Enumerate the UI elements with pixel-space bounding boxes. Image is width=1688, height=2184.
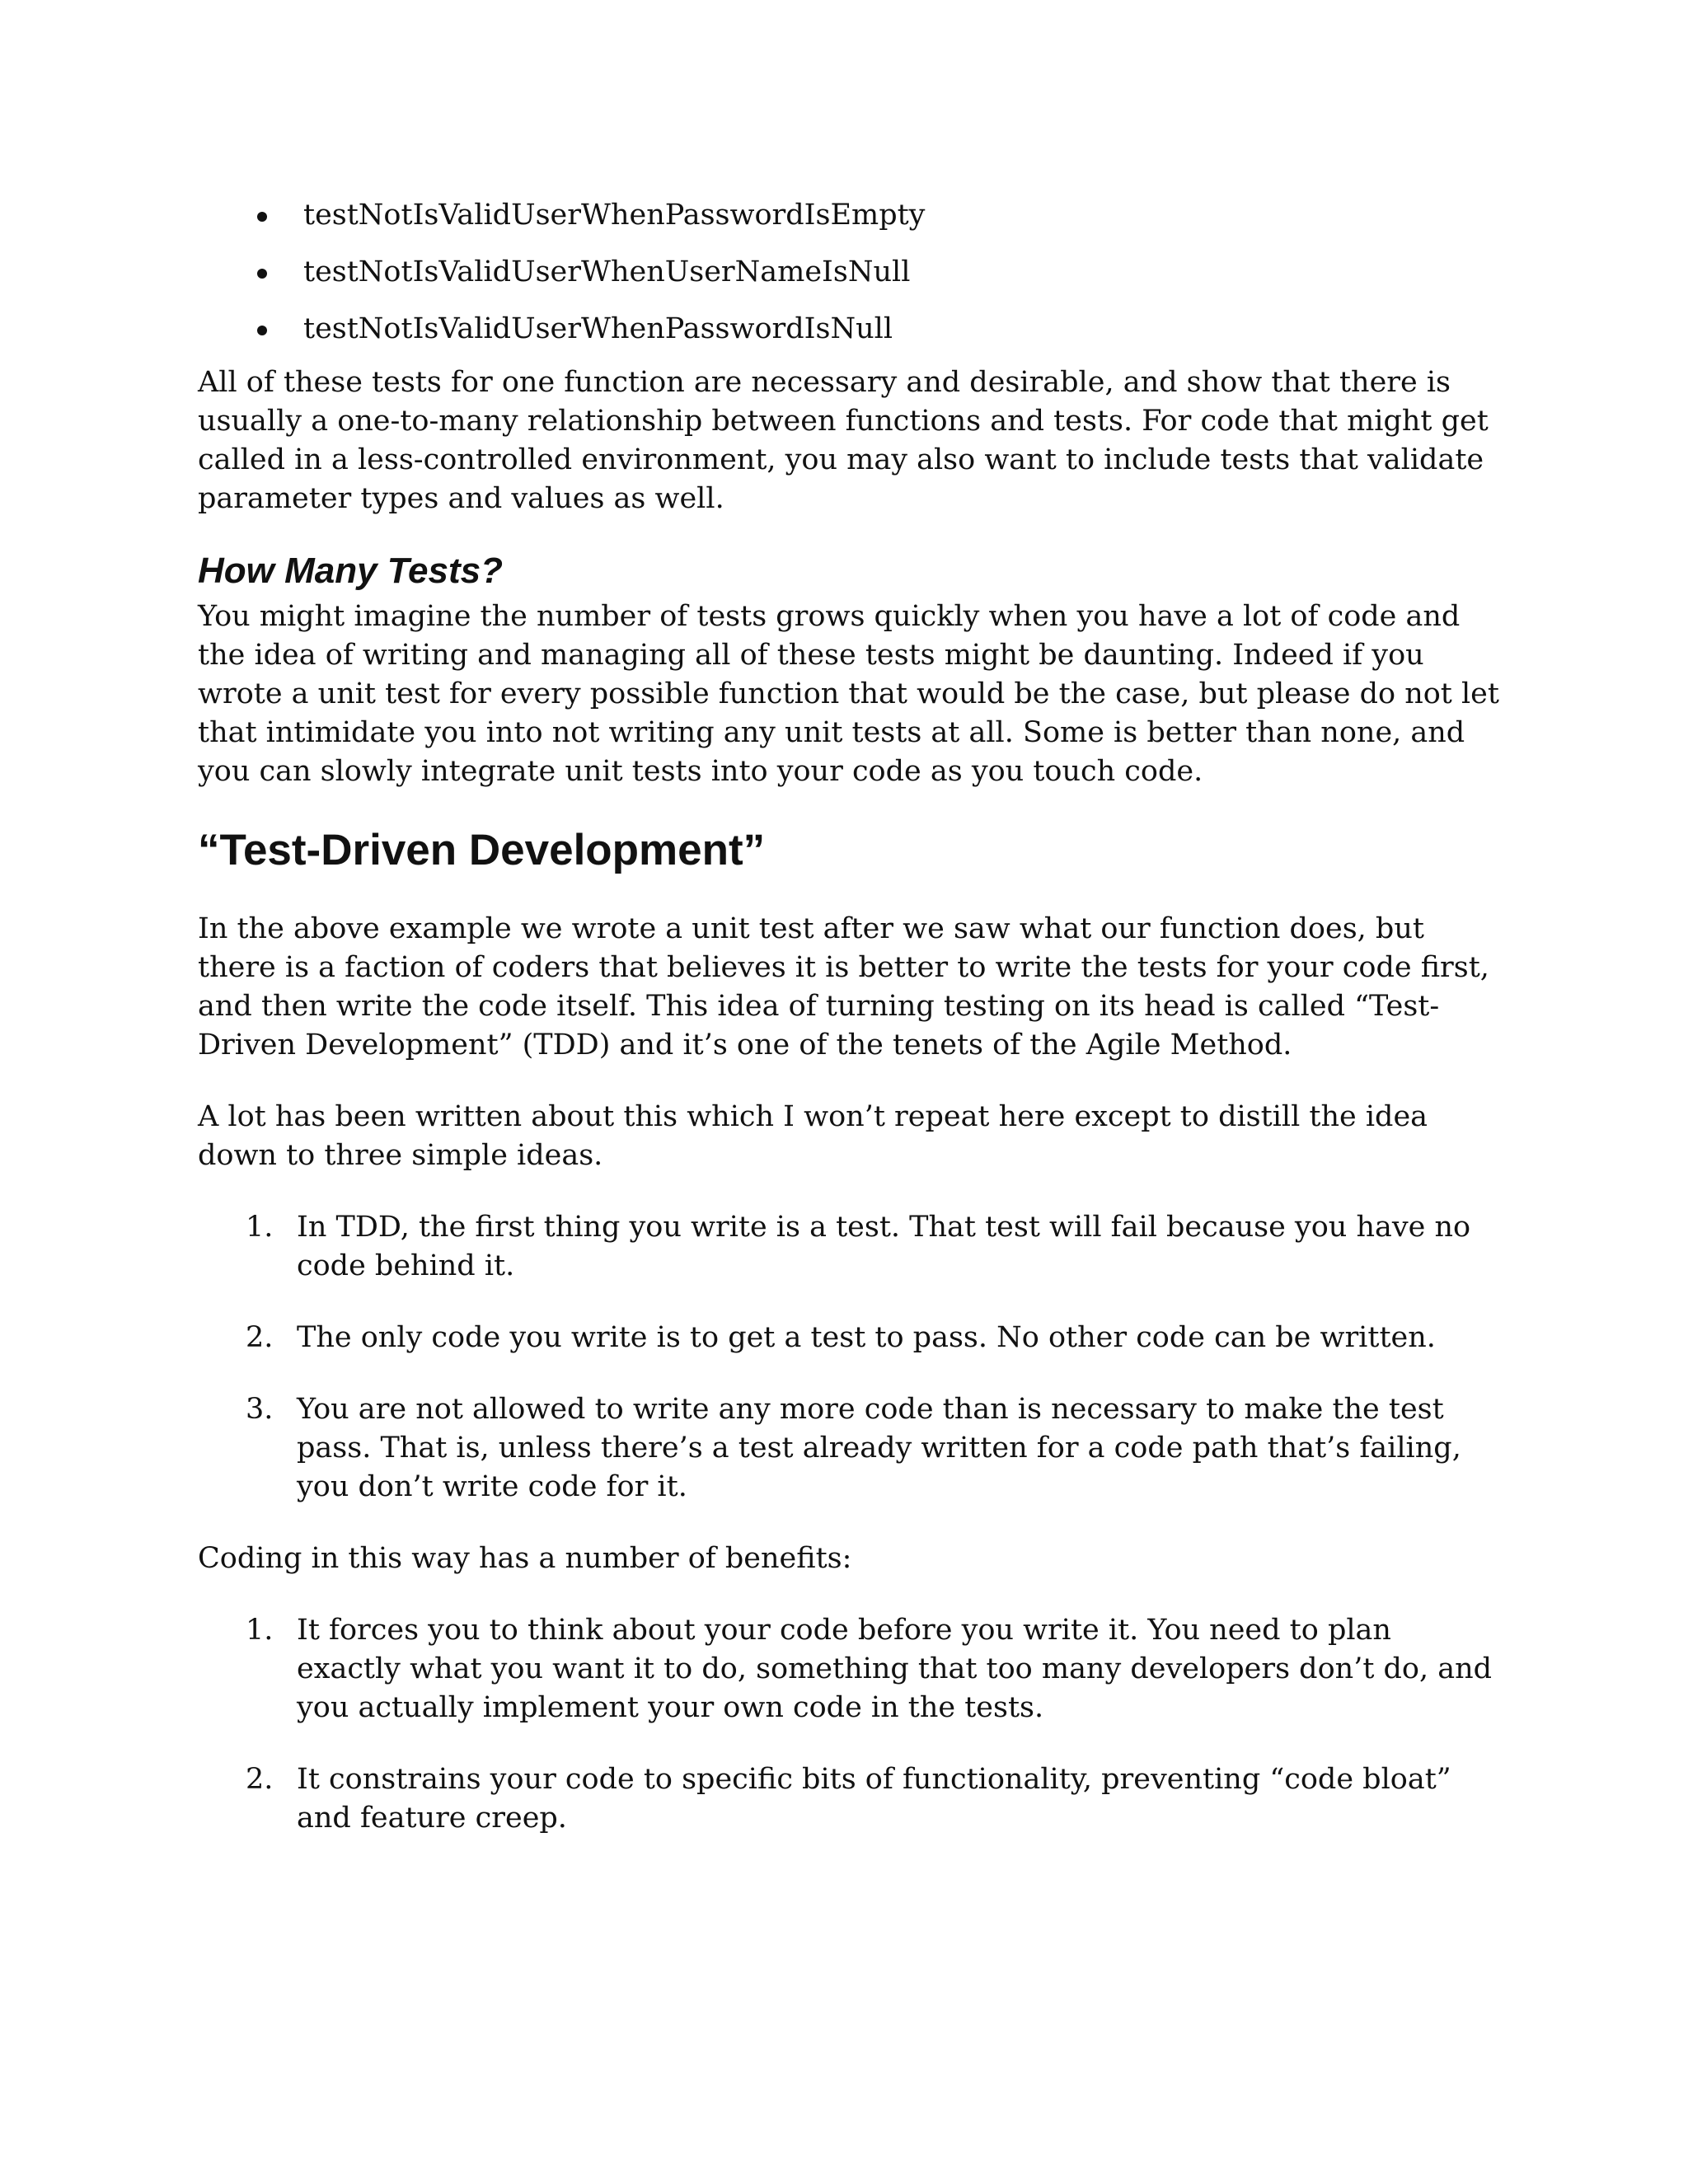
- list-item-text: It forces you to think about your code before you write it. You need to plan exactly what you want it to do, something that too many developers don’t do, and you actually implement your own code in the tests.: [297, 1614, 1493, 1724]
- list-number: 2.: [246, 1763, 274, 1796]
- list-item: [198, 1319, 1500, 1357]
- document-page: [198, 196, 1500, 1871]
- list-item-text: testNotIsValidUserWhenPasswordIsNull: [303, 312, 893, 345]
- heading-test-driven-development: “Test-Driven Development”: [198, 826, 766, 874]
- paragraph-tdd-distill: A lot has been written about this which I won’t repeat here except to distill the idea down to three simple ideas.: [198, 1100, 1428, 1172]
- bullet-icon: [257, 326, 267, 335]
- list-item: [198, 1390, 1500, 1507]
- list-item: [198, 1760, 1500, 1838]
- list-number: 2.: [246, 1321, 274, 1354]
- list-item-text: The only code you write is to get a test to pass. No other code can be written.: [297, 1321, 1436, 1354]
- list-number: 1.: [246, 1614, 274, 1647]
- list-number: 1.: [246, 1211, 274, 1244]
- list-item-text: It constrains your code to specific bits of functionality, preventing “code bloat” and feature creep.: [297, 1763, 1451, 1835]
- list-item-text: testNotIsValidUserWhenUserNameIsNull: [303, 255, 911, 288]
- list-item: [198, 196, 1500, 235]
- paragraph-how-many: You might imagine the number of tests grows quickly when you have a lot of code and the idea of writing and managing all of these tests might be daunting. Indeed if you wrote a unit test for every possible function that would be the case, but please do not let that intimidate you into not writing any unit tests at all. Some is better than none, and you can slowly integrate unit tests into your code as you touch code.: [198, 600, 1499, 788]
- list-item: [198, 1208, 1500, 1286]
- list-item-text: testNotIsValidUserWhenPasswordIsEmpty: [303, 199, 926, 232]
- list-item: [198, 253, 1500, 292]
- paragraph-tests-intro: All of these tests for one function are necessary and desirable, and show that there is usually a one-to-many relationship between functions and tests. For code that might get called in a less-controlled environment, you may also want to include tests that validate parameter types and values as well.: [198, 366, 1489, 515]
- bullet-icon: [257, 212, 267, 222]
- test-name-list: [198, 196, 1500, 349]
- list-item: [198, 1611, 1500, 1727]
- subheading-how-many-tests: How Many Tests?: [198, 551, 503, 591]
- paragraph-benefits-intro: Coding in this way has a number of benefits:: [198, 1542, 852, 1575]
- list-number: 3.: [246, 1393, 274, 1426]
- paragraph-tdd-intro: In the above example we wrote a unit test after we saw what our function does, but there is a faction of coders that believes it is better to write the tests for your code first, and then write the code itself. This idea of turning testing on its head is called “Test-Driven Development” (TDD) and it’s one of the tenets of the Agile Method.: [198, 912, 1489, 1062]
- tdd-rules-list: [198, 1208, 1500, 1507]
- bullet-icon: [257, 269, 267, 279]
- benefits-list: [198, 1611, 1500, 1838]
- list-item-text: You are not allowed to write any more code than is necessary to make the test pass. That is, unless there’s a test already written for a code path that’s failing, you don’t write code for it.: [297, 1393, 1461, 1503]
- list-item-text: In TDD, the first thing you write is a test. That test will fail because you have no code behind it.: [297, 1211, 1471, 1282]
- list-item: [198, 310, 1500, 349]
